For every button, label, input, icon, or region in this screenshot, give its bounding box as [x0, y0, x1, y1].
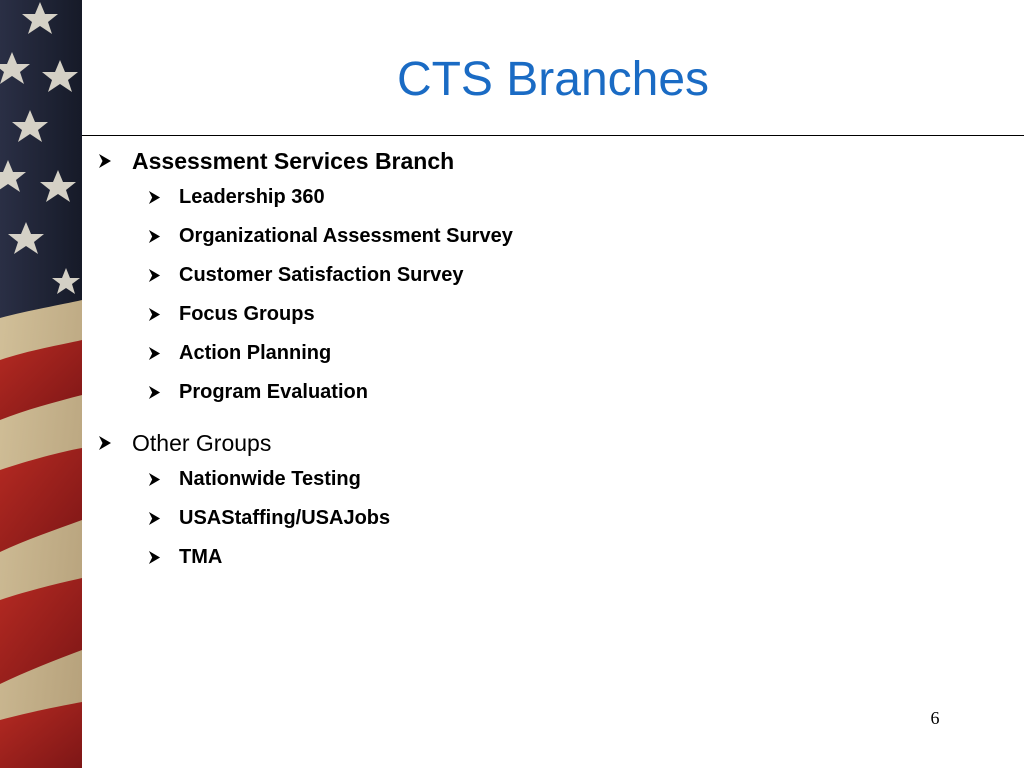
arrow-bullet-icon [148, 268, 179, 283]
arrow-bullet-icon [148, 385, 179, 400]
slide-title: CTS Branches [396, 53, 710, 106]
bullet-group-other [98, 426, 998, 577]
list-item-label: USAStaffing/USAJobs [179, 507, 391, 529]
list-item [148, 499, 998, 538]
arrow-bullet-icon [98, 435, 132, 451]
list-item-label: Leadership 360 [179, 186, 325, 208]
list-item [148, 295, 998, 334]
bullet-list [98, 144, 998, 591]
list-item-label: Action Planning [179, 342, 332, 364]
list-item-label: Nationwide Testing [179, 468, 361, 490]
list-item [98, 426, 998, 460]
list-item-label: Program Evaluation [179, 381, 368, 403]
list-item [148, 217, 998, 256]
group-heading: Assessment Services Branch [132, 147, 455, 174]
list-item [148, 256, 998, 295]
arrow-bullet-icon [148, 229, 179, 244]
bullet-group-assessment [98, 144, 998, 412]
list-item-label: Organizational Assessment Survey [179, 225, 513, 247]
list-item [148, 460, 998, 499]
american-flag-image [0, 0, 82, 768]
list-item [148, 538, 998, 577]
arrow-bullet-icon [148, 307, 179, 322]
list-item-label: Customer Satisfaction Survey [179, 264, 464, 286]
title-divider [82, 135, 1024, 136]
page-number: 6 [930, 708, 940, 728]
arrow-bullet-icon [148, 472, 179, 487]
list-item-label: Focus Groups [179, 303, 315, 325]
list-item [148, 178, 998, 217]
arrow-bullet-icon [148, 550, 179, 565]
arrow-bullet-icon [148, 511, 179, 526]
group-heading: Other Groups [132, 429, 272, 456]
arrow-bullet-icon [148, 190, 179, 205]
arrow-bullet-icon [148, 346, 179, 361]
list-item-label: TMA [179, 546, 223, 568]
list-item [98, 144, 998, 178]
flag-decoration [0, 0, 82, 768]
list-item [148, 373, 998, 412]
list-item [148, 334, 998, 373]
arrow-bullet-icon [98, 153, 132, 169]
